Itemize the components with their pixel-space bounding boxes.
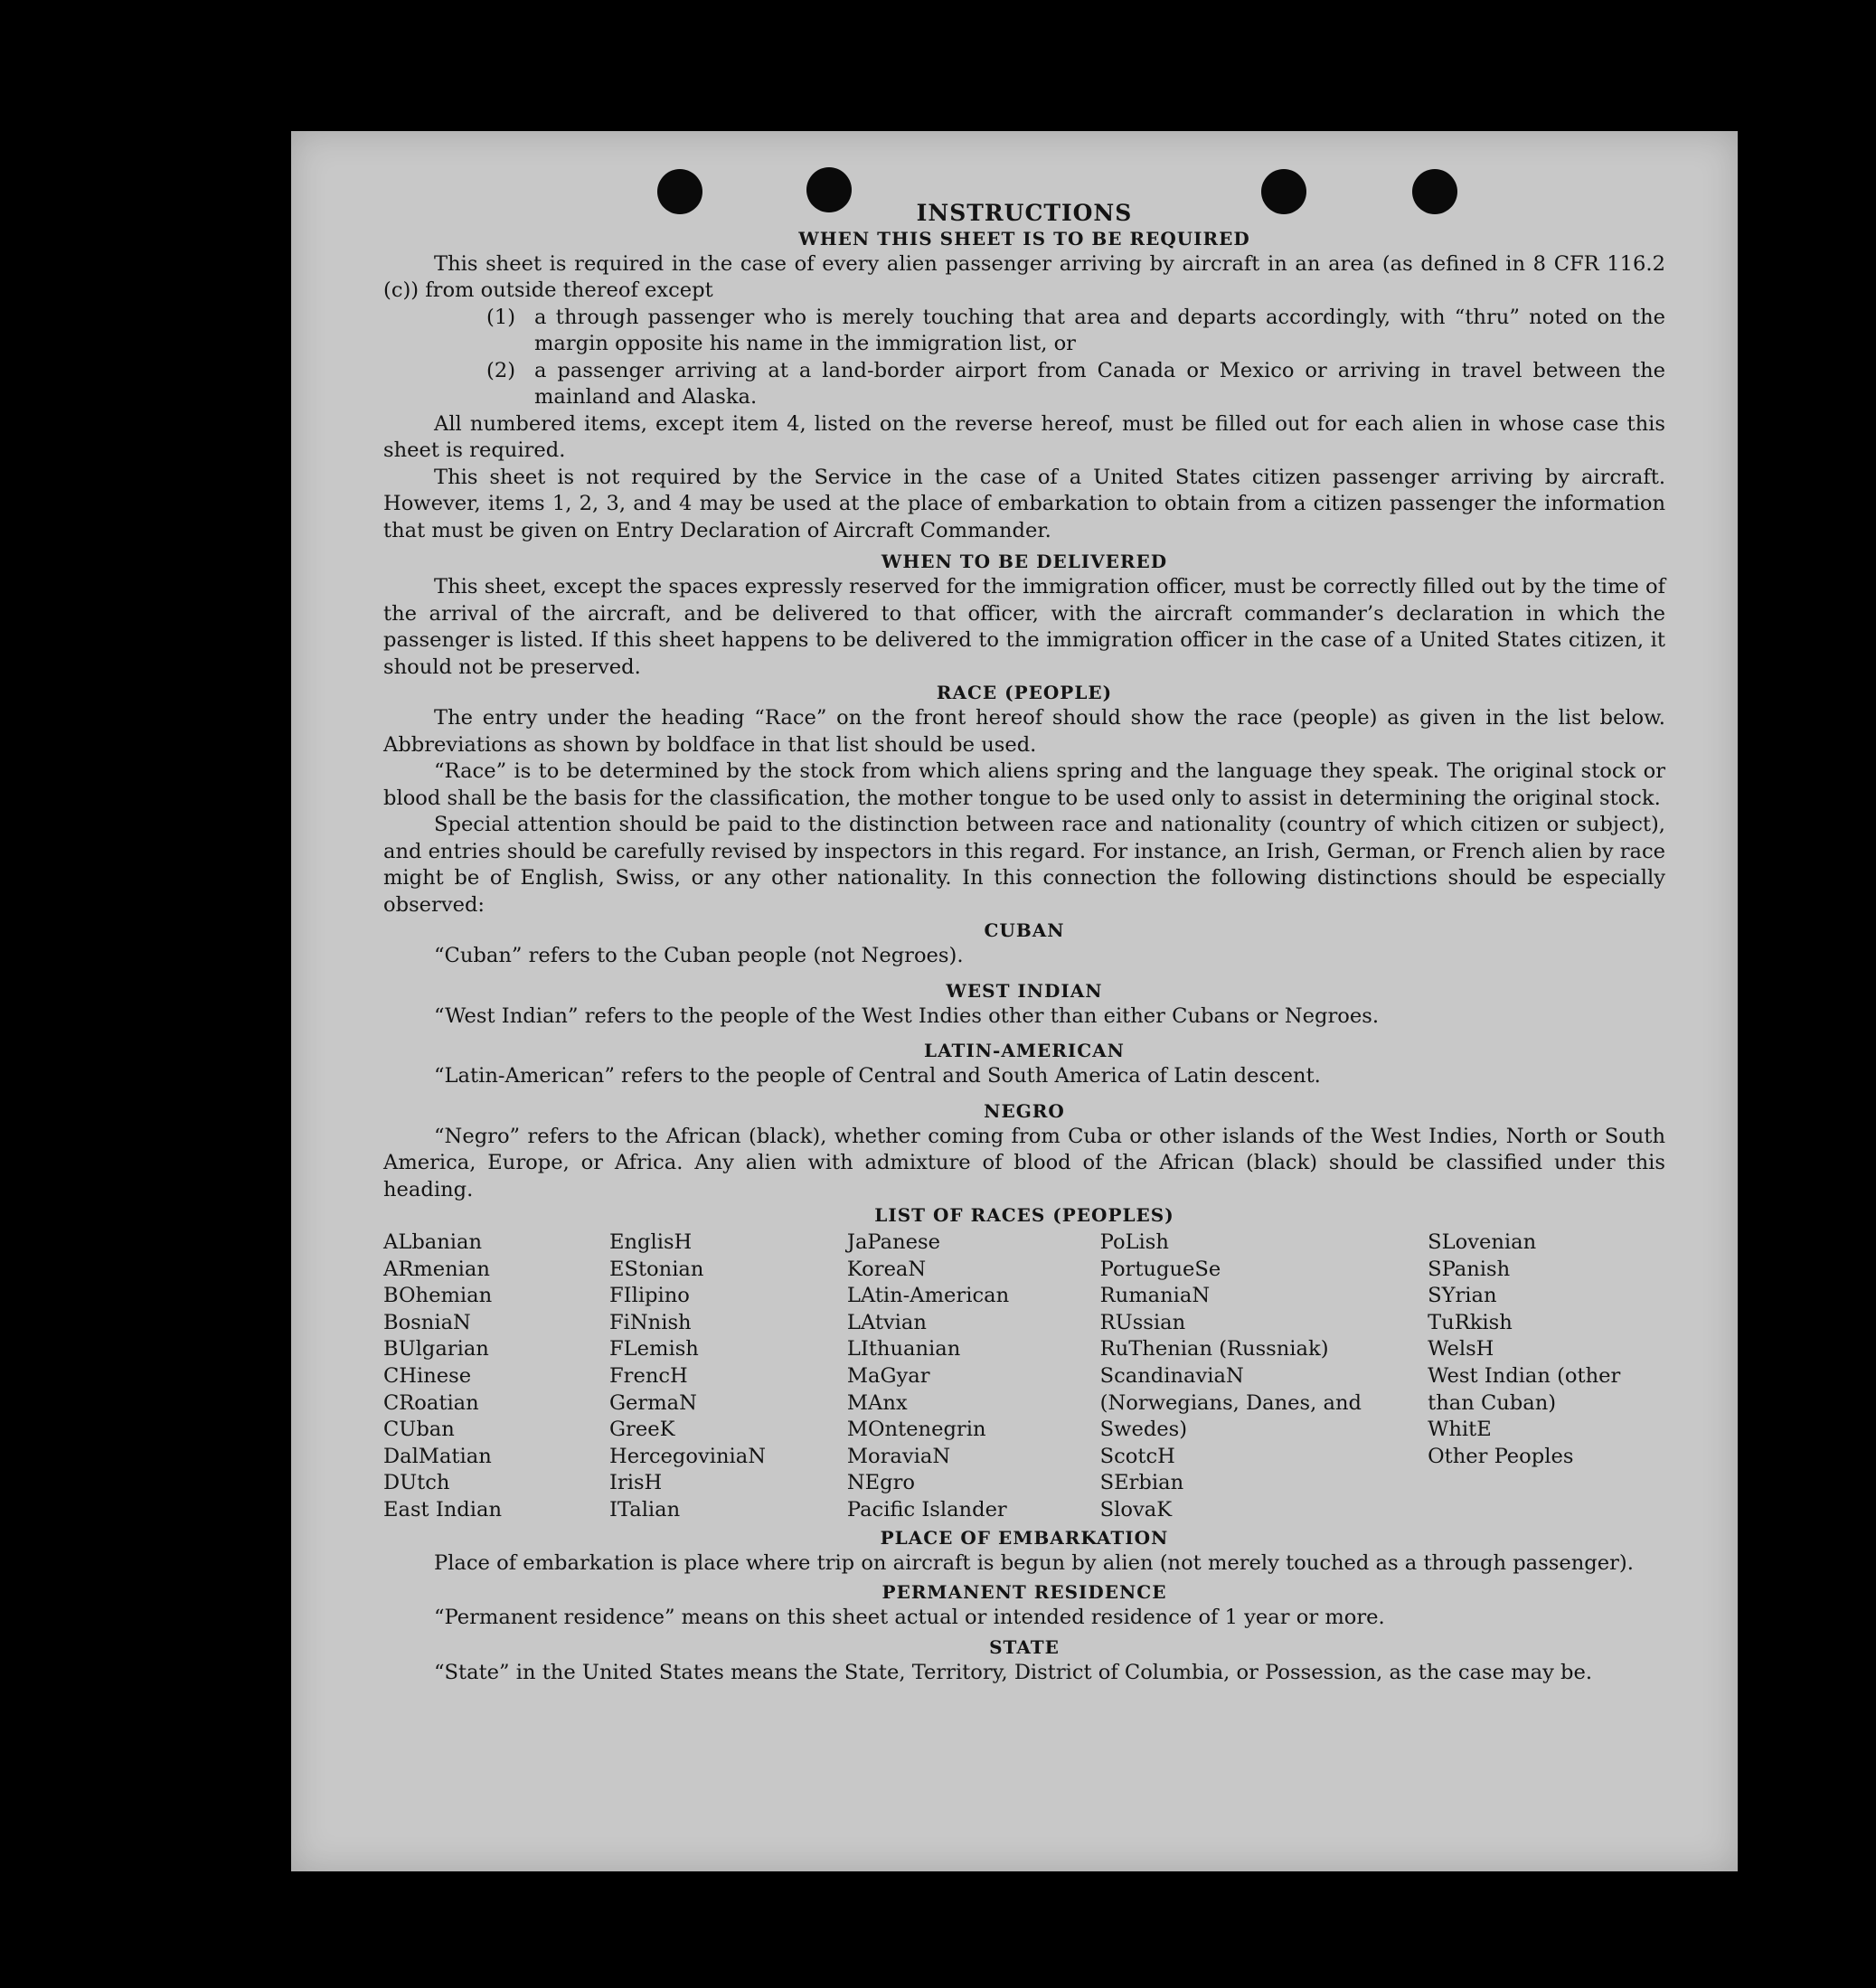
- race-entry: FLemish: [609, 1337, 699, 1361]
- race-entry: NEgro: [846, 1471, 916, 1495]
- race-entry: WelsH: [1428, 1337, 1494, 1361]
- race-entry: CRoatian: [383, 1390, 479, 1415]
- section-heading: WHEN THIS SHEET IS TO BE REQUIRED: [798, 227, 1250, 250]
- race-entry: RuThenian (Russniak): [1099, 1337, 1329, 1361]
- section-heading: WEST INDIAN: [946, 979, 1103, 1002]
- race-entry: BosniaN: [383, 1310, 471, 1334]
- paragraph: “Latin-American” refers to the people of Central and South America of Latin descent.: [434, 1064, 1321, 1088]
- document-sheet: [291, 131, 1738, 1871]
- race-entry: LAtvian: [846, 1310, 927, 1334]
- race-entry: SPanish: [1428, 1257, 1511, 1281]
- race-entry: West Indian (other than Cuban): [1428, 1363, 1621, 1415]
- race-column: [1100, 1230, 1387, 1524]
- race-entry: LAtin-American: [846, 1284, 1010, 1308]
- paragraph: This sheet, except the spaces expressly reserved for the immigration officer, must be correctly filled out by the time of the arrival of the aircraft, and be delivered to that officer, with the aircraft commander’s declaration in which the passenger is listed. If this sheet happens to be delivered to the immigration officer in the case of a United States citizen, it should not be preserved.: [383, 575, 1665, 679]
- race-entry: ScotcH: [1099, 1444, 1175, 1468]
- paragraph: “Cuban” refers to the Cuban people (not Negroes).: [434, 944, 964, 967]
- race-entry: GreeK: [609, 1418, 675, 1442]
- race-entry: KoreaN: [846, 1257, 927, 1281]
- instructions-text: [383, 200, 1665, 1686]
- race-entry: PoLish: [1099, 1230, 1169, 1254]
- section-heading: WHEN TO BE DELIVERED: [881, 551, 1168, 572]
- race-entry: East Indian: [383, 1497, 503, 1522]
- list-item: (2) a passenger arriving at a land-border airport from Canada or Mexico or arriving in travel between the mainland and Alaska.: [486, 358, 1665, 409]
- paragraph: “Race” is to be determined by the stock from which aliens spring and the language they speak. The original stock or blood shall be the basis for the classification, the mother tongue to be used only to assist in determining the original stock.: [383, 759, 1665, 810]
- paragraph: “State” in the United States means the State, Territory, District of Columbia, or Possession, as the case may be.: [434, 1660, 1593, 1684]
- paragraph: The entry under the heading “Race” on the front hereof should show the race (people) as given in the list below. Abbreviations as shown by boldface in that list should be used.: [383, 706, 1665, 757]
- race-entry: RumaniaN: [1099, 1284, 1211, 1308]
- race-entry: FIlipino: [609, 1284, 690, 1308]
- list-item: (1) a through passenger who is merely touching that area and departs accordingly, with “thru” noted on the margin opposite his name in the immigration list, or: [486, 305, 1665, 355]
- race-entry: CHinese: [383, 1363, 472, 1388]
- race-entry: EStonian: [609, 1257, 704, 1281]
- paragraph: Place of embarkation is place where trip on aircraft is begun by alien (not merely touched as a through passenger).: [434, 1550, 1634, 1575]
- race-entry: Pacific Islander: [846, 1497, 1007, 1522]
- race-entry: GermaN: [609, 1390, 697, 1415]
- race-entry: ITalian: [609, 1497, 681, 1522]
- race-entry: LIthuanian: [846, 1337, 961, 1361]
- section-heading: CUBAN: [984, 919, 1065, 941]
- race-entry: Other Peoples: [1428, 1444, 1574, 1468]
- race-entry: SLovenian: [1428, 1230, 1537, 1254]
- section-heading: NEGRO: [984, 1099, 1065, 1122]
- paragraph: “West Indian” refers to the people of the West Indies other than either Cubans or Negroes.: [434, 1003, 1380, 1028]
- race-entry: JaPanese: [846, 1230, 940, 1254]
- race-entry: FrencH: [609, 1363, 688, 1388]
- race-entry: FiNnish: [609, 1310, 692, 1334]
- race-column: [609, 1230, 847, 1524]
- race-entry: EnglisH: [609, 1230, 693, 1254]
- paragraph: This sheet is required in the case of every alien passenger arriving by aircraft in an area (as defined in 8 CFR 116.2 (c)) from outside thereof except: [383, 251, 1665, 302]
- race-entry: DalMatian: [383, 1444, 492, 1468]
- race-entry: MoraviaN: [846, 1444, 951, 1468]
- paragraph: All numbered items, except item 4, listed on the reverse hereof, must be filled out for each alien in whose case this sheet is required.: [383, 411, 1665, 462]
- race-entry: SlovaK: [1099, 1497, 1173, 1522]
- race-entry: SErbian: [1099, 1471, 1184, 1495]
- race-list: [383, 1230, 1665, 1524]
- race-entry: BUlgarian: [383, 1337, 489, 1361]
- race-entry: MAnx: [846, 1390, 908, 1415]
- race-entry: DUtch: [383, 1471, 450, 1495]
- race-entry: ALbanian: [383, 1230, 483, 1254]
- paragraph: Special attention should be paid to the distinction between race and nationality (country of which citizen or subject), and entries should be carefully revised by inspectors in this regard. For instance, an Irish, German, or French alien by race might be of English, Swiss, or any other nationality. In this connection the following distinctions should be especially observed:: [383, 813, 1665, 917]
- section-heading: LIST OF RACES (PEOPLES): [874, 1204, 1174, 1226]
- section-heading: PLACE OF EMBARKATION: [880, 1526, 1169, 1549]
- section-heading: RACE (PEOPLE): [936, 682, 1113, 703]
- race-entry: PortugueSe: [1099, 1257, 1221, 1281]
- race-entry: RUssian: [1099, 1310, 1186, 1334]
- race-entry: BOhemian: [383, 1284, 493, 1308]
- paragraph: “Negro” refers to the African (black), whether coming from Cuba or other islands of the West Indies, North or South America, Europe, or Africa. Any alien with admixture of blood of the African (black) should be classified under this heading.: [383, 1124, 1665, 1201]
- race-entry: ARmenian: [383, 1257, 490, 1281]
- race-entry: MOntenegrin: [846, 1418, 986, 1442]
- race-entry: WhitE: [1428, 1418, 1492, 1442]
- section-heading: LATIN-AMERICAN: [924, 1040, 1125, 1061]
- race-column: [383, 1230, 609, 1524]
- race-entry: TuRkish: [1428, 1310, 1513, 1334]
- race-entry: MaGyar: [846, 1363, 930, 1388]
- race-column: [1428, 1230, 1665, 1524]
- race-column: [847, 1230, 1100, 1524]
- section-heading: PERMANENT RESIDENCE: [881, 1581, 1167, 1604]
- race-entry: ScandinaviaN (Norwegians, Danes, and Swedes): [1099, 1363, 1362, 1442]
- race-entry: IrisH: [609, 1471, 663, 1495]
- paragraph: This sheet is not required by the Service in the case of a United States citizen passenger arriving by aircraft. However, items 1, 2, 3, and 4 may be used at the place of embarkation to obtain from a citizen passenger the information that must be given on Entry Declaration of Aircraft Commander.: [383, 465, 1665, 542]
- paragraph: “Permanent residence” means on this sheet actual or intended residence of 1 year or more.: [434, 1606, 1385, 1630]
- page-title: INSTRUCTIONS: [916, 200, 1133, 226]
- race-entry: CUban: [383, 1418, 455, 1442]
- section-heading: STATE: [989, 1635, 1060, 1658]
- race-entry: HercegoviniaN: [609, 1444, 766, 1468]
- race-entry: SYrian: [1428, 1284, 1497, 1308]
